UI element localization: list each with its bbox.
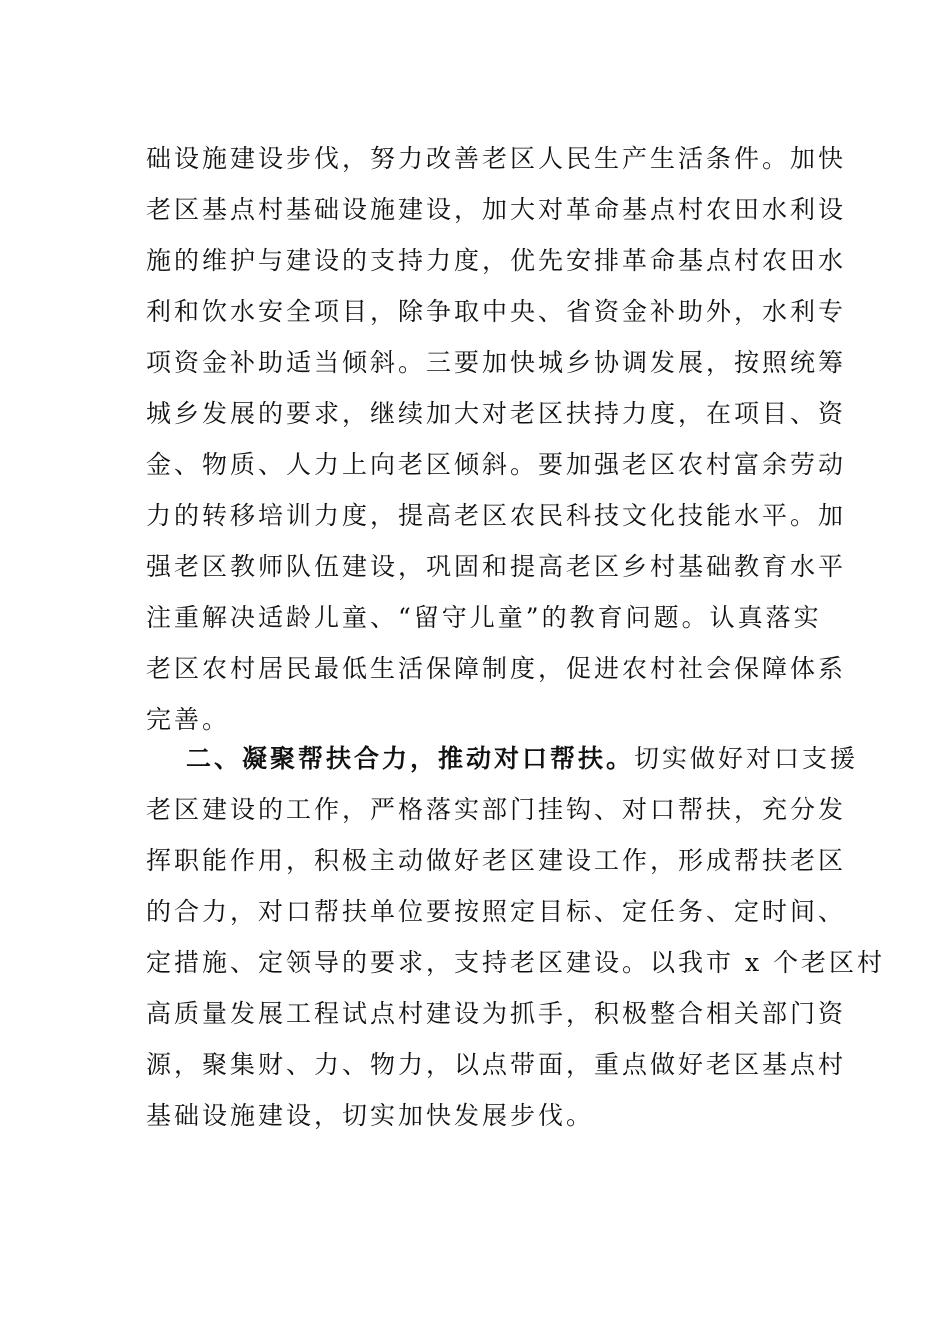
- section-heading: 二、凝聚帮扶合力，推动对口帮扶。: [186, 744, 635, 773]
- paragraph-targeted-assistance: [146, 733, 885, 1141]
- first-line-text: 切实做好对口支援: [634, 744, 859, 773]
- paragraph-line: 金、物质、人力上向老区倾斜。要加强老区农村富余劳动: [146, 450, 847, 479]
- paragraph-line: 高质量发展工程试点村建设为抓手，积极整合相关部门资: [146, 999, 847, 1028]
- paragraph-line: 项资金补助适当倾斜。三要加快城乡协调发展，按照统筹: [146, 348, 847, 377]
- paragraph-line: 老区基点村基础设施建设，加大对革命基点村农田水利设: [146, 195, 847, 224]
- paragraph-line: 完善。: [146, 705, 231, 734]
- paragraph-line: 挥职能作用，积极主动做好老区建设工作，形成帮扶老区: [146, 846, 847, 875]
- paragraph-line: 的合力，对口帮扶单位要按照定目标、定任务、定时间、: [146, 897, 847, 926]
- paragraph-line: 老区建设的工作，严格落实部门挂钩、对口帮扶，充分发: [146, 795, 847, 824]
- paragraph-first-line: [146, 733, 859, 784]
- paragraph-line: 源，聚集财、力、物力，以点带面，重点做好老区基点村: [146, 1050, 847, 1079]
- paragraph-line: 定措施、定领导的要求，支持老区建设。以我市 x 个老区村: [146, 948, 885, 977]
- paragraph-line: 老区农村居民最低生活保障制度，促进农村社会保障体系: [146, 654, 847, 683]
- paragraph-line: 基础设施建设，切实加快发展步伐。: [146, 1101, 595, 1130]
- paragraph-line: 城乡发展的要求，继续加大对老区扶持力度，在项目、资: [146, 399, 847, 428]
- paragraph-infrastructure: [146, 133, 847, 745]
- paragraph-line: 施的维护与建设的支持力度，优先安排革命基点村农田水: [146, 246, 847, 275]
- paragraph-line: 础设施建设步伐，努力改善老区人民生产生活条件。加快: [146, 144, 847, 173]
- paragraph-line: 利和饮水安全项目，除争取中央、省资金补助外，水利专: [146, 297, 847, 326]
- paragraph-line: 注重解决适龄儿童、“留守儿童”的教育问题。认真落实: [146, 603, 822, 632]
- paragraph-line: 强老区教师队伍建设，巩固和提高老区乡村基础教育水平: [146, 552, 847, 581]
- paragraph-line: 力的转移培训力度，提高老区农民科技文化技能水平。加: [146, 501, 847, 530]
